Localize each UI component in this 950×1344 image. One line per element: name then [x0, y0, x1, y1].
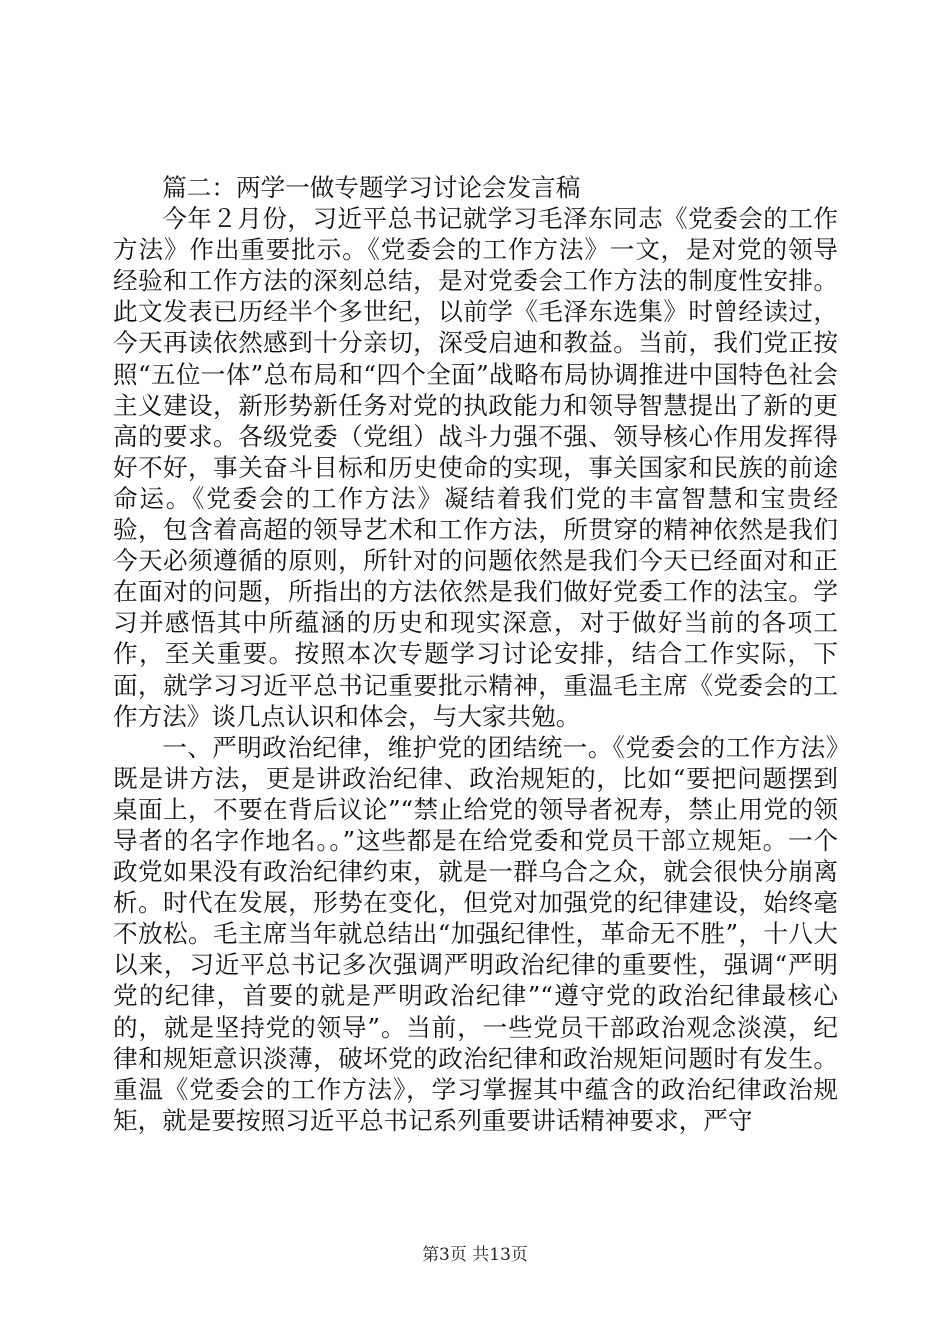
section-heading: 篇二：两学一做专题学习讨论会发言稿 — [162, 173, 581, 202]
paragraph-section-one: 一、严明政治纪律，维护党的团结统一。《党委会的工作方法》既是讲方法，更是讲政治纪律、政治规矩的，比如“要把问题摆到桌面上，不要在背后议论”“禁止给党的领导者祝寿，禁止用党的领导者的名字作地名。。”这些都是在给党委和党员干部立规矩。一个政党如果没有政治纪律约束，就是一群乌合之众，就会很快分崩离析。时代在发展，形势在变化，但党对加强党的纪律建设，始终毫不放松。毛主席当年就总结出“加强纪律性，革命无不胜”，十八大以来，习近平总书记多次强调严明政治纪律的重要性，强调“严明党的纪律，首要的就是严明政治纪律”“遵守党的政治纪律最核心的，就是坚持党的领导”。当前，一些党员干部政治观念淡漠，纪律和规矩意识淡薄，破坏党的政治纪律和政治规矩问题时有发生。重温《党委会的工作方法》，学习掌握其中蕴含的政治纪律政治规矩，就是要按照习近平总书记系列重要讲话精神要求，严守 — [113, 732, 838, 1135]
document-body — [113, 172, 838, 1136]
page-number-footer: 第3页 共13页 — [422, 1245, 528, 1265]
paragraph-intro: 今年２月份，习近平总书记就学习毛泽东同志《党委会的工作方法》作出重要批示。《党委会的工作方法》一文，是对党的领导经验和工作方法的深刻总结，是对党委会工作方法的制度性安排。此文发表已历经半个多世纪，以前学《毛泽东选集》时曾经读过，今天再读依然感到十分亲切，深受启迪和教益。当前，我们党正按照“五位一体”总布局和“四个全面”战略布局协调推进中国特色社会主义建设，新形势新任务对党的执政能力和领导智慧提出了新的更高的要求。各级党委（党组）战斗力强不强、领导核心作用发挥得好不好，事关奋斗目标和历史使命的实现，事关国家和民族的前途命运。《党委会的工作方法》凝结着我们党的丰富智慧和宝贵经验，包含着高超的领导艺术和工作方法，所贯穿的精神依然是我们今天必须遵循的原则，所针对的问题依然是我们今天已经面对和正在面对的问题，所指出的方法依然是我们做好党委工作的法宝。学习并感悟其中所蕴涵的历史和现实深意，对于做好当前的各项工作，至关重要。按照本次专题学习讨论安排，结合工作实际，下面，就学习习近平总书记重要批示精神，重温毛主席《党委会的工作方法》谈几点认识和体会，与大家共勉。 — [113, 204, 838, 731]
